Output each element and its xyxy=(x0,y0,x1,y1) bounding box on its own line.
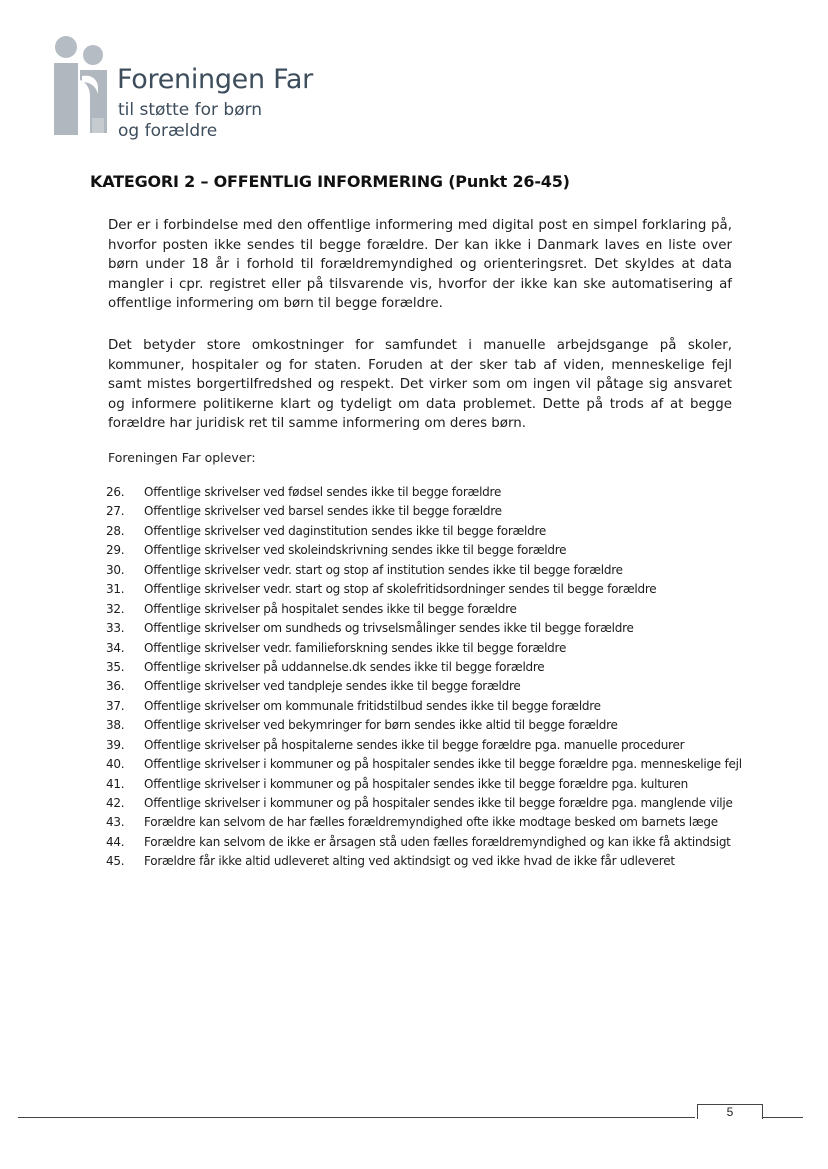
item-text: Offentlige skrivelser ved bekymringer for børn sendes ikke altid til begge forældre xyxy=(144,718,618,733)
list-item xyxy=(106,600,786,619)
list-item xyxy=(106,561,786,580)
item-number: 31. xyxy=(106,582,125,597)
list-item xyxy=(106,541,786,560)
item-text: Offentlige skrivelser i kommuner og på hospitaler sendes ikke til begge forældre pga. menneskelige fejl xyxy=(144,757,742,772)
item-number: 32. xyxy=(106,601,125,616)
item-text: Offentlige skrivelser vedr. start og stop af institution sendes ikke til begge forældre xyxy=(144,562,623,577)
list-item xyxy=(106,794,786,813)
item-text: Offentlige skrivelser på uddannelse.dk sendes ikke til begge forældre xyxy=(144,659,545,674)
list-item xyxy=(106,852,786,871)
footer-rule xyxy=(18,1117,695,1118)
item-number: 35. xyxy=(106,659,125,674)
item-number: 26. xyxy=(106,485,125,499)
paragraph-1 xyxy=(108,216,732,314)
footer-rule-right xyxy=(763,1117,803,1118)
list-item xyxy=(106,502,786,521)
item-number: 29. xyxy=(106,543,125,558)
item-text: Offentlige skrivelser i kommuner og på hospitaler sendes ikke til begge forældre pga. kulturen xyxy=(144,776,688,791)
item-text: Offentlige skrivelser ved daginstitution sendes ikke til begge forældre xyxy=(144,523,547,538)
list-item xyxy=(106,775,786,794)
item-number: 38. xyxy=(106,718,125,733)
item-text: Offentlige skrivelser om sundheds og trivselsmålinger sendes ikke til begge forældre xyxy=(144,621,634,636)
item-text: Forældre kan selvom de ikke er årsagen stå uden fælles forældremyndighed og kan ikke få aktindsigt xyxy=(144,834,731,849)
list-item xyxy=(106,813,786,832)
item-number: 33. xyxy=(106,621,125,636)
item-text: Offentlige skrivelser om kommunale fritidstilbud sendes ikke til begge forældre xyxy=(144,698,601,713)
item-text: Offentlige skrivelser ved fødsel sendes ikke til begge forældre xyxy=(144,485,502,499)
list-item xyxy=(106,736,786,755)
logo-figure-icon xyxy=(52,36,112,136)
list-item xyxy=(106,833,786,852)
item-text: Offentlige skrivelser vedr. familieforskning sendes ikke til begge forældre xyxy=(144,640,567,655)
list-item xyxy=(106,580,786,599)
foreningen-far-logo xyxy=(52,36,332,146)
page-number: 5 xyxy=(726,1105,734,1119)
item-text: Offentlige skrivelser ved barsel sendes ikke til begge forældre xyxy=(144,504,502,519)
item-number: 41. xyxy=(106,776,125,791)
item-text: Offentlige skrivelser ved skoleindskrivning sendes ikke til begge forældre xyxy=(144,543,567,558)
item-number: 44. xyxy=(106,834,125,849)
list-item xyxy=(106,619,786,638)
tagline-line-2: og forældre xyxy=(118,121,218,141)
item-number: 45. xyxy=(106,854,125,869)
list-item xyxy=(106,658,786,677)
list-item xyxy=(106,639,786,658)
item-number: 43. xyxy=(106,815,125,830)
list-item xyxy=(106,522,786,541)
item-text: Offentlige skrivelser på hospitalerne sendes ikke til begge forældre pga. manuelle procedurer xyxy=(144,737,685,752)
item-number: 27. xyxy=(106,504,125,519)
list-item xyxy=(106,697,786,716)
item-text: Offentlige skrivelser på hospitalet sendes ikke til begge forældre xyxy=(144,601,517,616)
paragraph-text: Der er i forbindelse med den offentlige informering med digital post en simpel forklaring på, hvorfor posten ikke sendes til begge forældre. Der kan ikke i Danmark laves en liste over børn under 18 år i forhold til forældremyndighed og orienteringsret. Det skyldes at data mangler i cpr. registret eller på tilsvarende vis, hvorfor der ikke kan ske automatisering af offentlige informering om børn til begge forældre. xyxy=(108,218,732,311)
item-number: 37. xyxy=(106,698,125,713)
list-item xyxy=(106,755,786,774)
list-item xyxy=(106,716,786,735)
paragraph-2 xyxy=(108,336,732,434)
list-item xyxy=(106,483,786,502)
item-number: 42. xyxy=(106,796,125,810)
item-text: Offentlige skrivelser vedr. start og stop af skolefritidsordninger sendes til begge forældre xyxy=(144,582,657,597)
item-number: 40. xyxy=(106,757,125,772)
experience-list xyxy=(106,483,786,872)
item-number: 30. xyxy=(106,562,125,577)
list-intro: Foreningen Far oplever: xyxy=(108,450,256,465)
org-name: Foreningen Far xyxy=(117,64,313,95)
list-item xyxy=(106,677,786,696)
section-heading: KATEGORI 2 – OFFENTLIG INFORMERING (Punkt 26-45) xyxy=(90,172,570,191)
item-text: Offentlige skrivelser ved tandpleje sendes ikke til begge forældre xyxy=(144,679,521,694)
item-number: 28. xyxy=(106,523,125,538)
item-number: 39. xyxy=(106,737,125,752)
item-number: 36. xyxy=(106,679,125,694)
tagline-line-1: til støtte for børn xyxy=(118,100,263,120)
item-text: Forældre kan selvom de har fælles forældremyndighed ofte ikke modtage besked om barnets læge xyxy=(144,815,718,830)
paragraph-text: Det betyder store omkostninger for samfundet i manuelle arbejdsgange på skoler, kommuner, hospitaler og for staten. Foruden at der sker tab af viden, menneskelige fejl samt mistes borgertilfredshed og respekt. Det virker som om ingen vil påtage sig ansvaret og informere politikerne klart og tydeligt om data problemet. Dette på trods af at begge forældre har juridisk ret til samme informering om deres børn. xyxy=(108,338,732,431)
item-number: 34. xyxy=(106,640,125,655)
item-text: Forældre får ikke altid udleveret alting ved aktindsigt og ved ikke hvad de ikke får udleveret xyxy=(144,854,675,869)
item-text: Offentlige skrivelser i kommuner og på hospitaler sendes ikke til begge forældre pga. manglende vilje xyxy=(144,796,733,810)
